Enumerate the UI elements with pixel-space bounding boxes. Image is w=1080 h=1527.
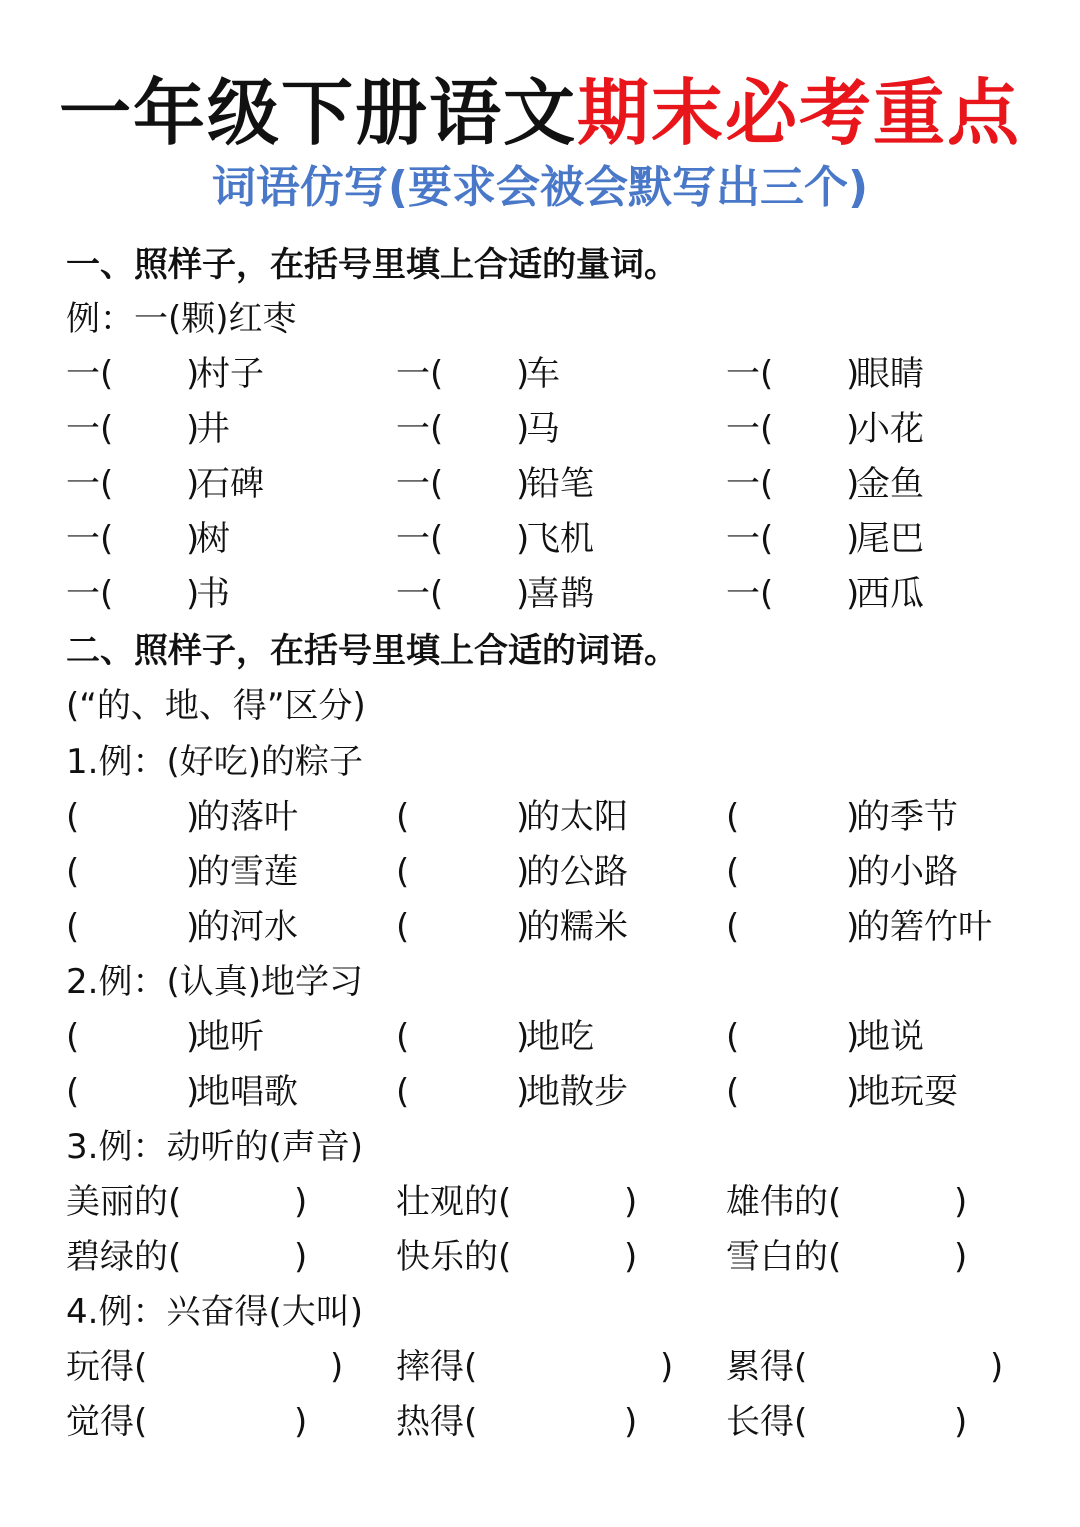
close-paren: )	[516, 574, 530, 614]
item-word: 快乐的(	[396, 1237, 512, 1277]
open-paren: 一(	[726, 354, 774, 394]
item-word: 地唱歌	[196, 1072, 298, 1112]
table-row	[66, 1012, 1066, 1062]
open-paren: (	[396, 797, 410, 837]
close-paren: )	[846, 519, 860, 559]
item-word: 树	[196, 519, 230, 559]
open-paren: (	[396, 907, 410, 947]
title-black: 一年级下册语文	[58, 71, 577, 155]
section1-heading: 一、照样子，在括号里填上合适的量词。	[66, 245, 678, 285]
item-word: 的太阳	[526, 797, 628, 837]
close-paren: )	[186, 907, 200, 947]
item-word: 碧绿的(	[66, 1237, 182, 1277]
item-word: 眼睛	[856, 354, 924, 394]
open-paren: 一(	[66, 409, 114, 449]
open-paren: (	[726, 797, 740, 837]
close-paren: )	[660, 1347, 674, 1387]
item-word: 地玩耍	[856, 1072, 958, 1112]
table-row	[66, 1397, 1066, 1447]
close-paren: )	[516, 1017, 530, 1057]
item-word: 金鱼	[856, 464, 924, 504]
item-word: 井	[196, 409, 230, 449]
open-paren: (	[726, 1017, 740, 1057]
item-word: 摔得(	[396, 1347, 478, 1387]
item-word: 小花	[856, 409, 924, 449]
open-paren: 一(	[396, 354, 444, 394]
close-paren: )	[186, 574, 200, 614]
close-paren: )	[186, 519, 200, 559]
item-word: 喜鹊	[526, 574, 594, 614]
item-word: 的雪莲	[196, 852, 298, 892]
close-paren: )	[186, 409, 200, 449]
close-paren: )	[954, 1182, 968, 1222]
close-paren: )	[954, 1402, 968, 1442]
close-paren: )	[186, 354, 200, 394]
open-paren: (	[66, 1072, 80, 1112]
item-word: 雄伟的(	[726, 1182, 842, 1222]
page-title	[0, 68, 1080, 158]
section1-example: 例：一(颗)红枣	[66, 299, 297, 339]
close-paren: )	[846, 409, 860, 449]
item-word: 美丽的(	[66, 1182, 182, 1222]
open-paren: 一(	[66, 574, 114, 614]
close-paren: )	[294, 1237, 308, 1277]
table-row	[66, 349, 1066, 399]
open-paren: (	[726, 852, 740, 892]
item-word: 西瓜	[856, 574, 924, 614]
table-row	[66, 1067, 1066, 1117]
close-paren: )	[186, 797, 200, 837]
close-paren: )	[516, 1072, 530, 1112]
table-row	[66, 792, 1066, 842]
part1-example: 1.例：(好吃)的粽子	[66, 742, 363, 782]
close-paren: )	[624, 1402, 638, 1442]
close-paren: )	[846, 574, 860, 614]
close-paren: )	[294, 1402, 308, 1442]
section2-heading: 二、照样子，在括号里填上合适的词语。	[66, 631, 678, 671]
part3-example: 3.例：动听的(声音)	[66, 1127, 363, 1167]
close-paren: )	[186, 464, 200, 504]
open-paren: (	[726, 907, 740, 947]
table-row	[66, 514, 1066, 564]
item-word: 尾巴	[856, 519, 924, 559]
item-word: 累得(	[726, 1347, 808, 1387]
item-word: 玩得(	[66, 1347, 148, 1387]
item-word: 地吃	[526, 1017, 594, 1057]
item-word: 地听	[196, 1017, 264, 1057]
close-paren: )	[624, 1182, 638, 1222]
open-paren: 一(	[396, 519, 444, 559]
item-word: 石碑	[196, 464, 264, 504]
item-word: 的箬竹叶	[856, 907, 992, 947]
open-paren: (	[396, 1072, 410, 1112]
open-paren: 一(	[726, 574, 774, 614]
page-subtitle: 词语仿写(要求会被会默写出三个)	[211, 162, 869, 213]
title-red: 期末必考重点	[577, 71, 1022, 155]
close-paren: )	[516, 464, 530, 504]
item-word: 车	[526, 354, 560, 394]
table-row	[66, 902, 1066, 952]
close-paren: )	[516, 907, 530, 947]
item-word: 的季节	[856, 797, 958, 837]
open-paren: (	[396, 852, 410, 892]
table-row	[66, 1342, 1066, 1392]
section2-note: (“的、地、得”区分)	[66, 686, 366, 726]
open-paren: 一(	[726, 519, 774, 559]
close-paren: )	[516, 519, 530, 559]
item-word: 地说	[856, 1017, 924, 1057]
table-row	[66, 847, 1066, 897]
open-paren: 一(	[726, 409, 774, 449]
open-paren: (	[66, 852, 80, 892]
open-paren: (	[396, 1017, 410, 1057]
close-paren: )	[294, 1182, 308, 1222]
item-word: 的落叶	[196, 797, 298, 837]
item-word: 书	[196, 574, 230, 614]
part2-example: 2.例：(认真)地学习	[66, 962, 363, 1002]
item-word: 的公路	[526, 852, 628, 892]
close-paren: )	[186, 1017, 200, 1057]
table-row	[66, 1232, 1066, 1282]
close-paren: )	[846, 464, 860, 504]
close-paren: )	[846, 354, 860, 394]
item-word: 的糯米	[526, 907, 628, 947]
close-paren: )	[186, 852, 200, 892]
close-paren: )	[846, 852, 860, 892]
close-paren: )	[516, 797, 530, 837]
open-paren: (	[66, 1017, 80, 1057]
open-paren: 一(	[396, 409, 444, 449]
open-paren: 一(	[66, 354, 114, 394]
table-row	[66, 1177, 1066, 1227]
close-paren: )	[624, 1237, 638, 1277]
open-paren: (	[66, 907, 80, 947]
item-word: 的河水	[196, 907, 298, 947]
item-word: 长得(	[726, 1402, 808, 1442]
table-row	[66, 459, 1066, 509]
open-paren: 一(	[396, 464, 444, 504]
table-row	[66, 404, 1066, 454]
close-paren: )	[846, 1072, 860, 1112]
close-paren: )	[846, 1017, 860, 1057]
open-paren: 一(	[66, 519, 114, 559]
item-word: 热得(	[396, 1402, 478, 1442]
item-word: 雪白的(	[726, 1237, 842, 1277]
close-paren: )	[846, 797, 860, 837]
close-paren: )	[516, 409, 530, 449]
item-word: 觉得(	[66, 1402, 148, 1442]
close-paren: )	[516, 852, 530, 892]
item-word: 铅笔	[526, 464, 594, 504]
close-paren: )	[990, 1347, 1004, 1387]
item-word: 地散步	[526, 1072, 628, 1112]
item-word: 壮观的(	[396, 1182, 512, 1222]
open-paren: 一(	[66, 464, 114, 504]
close-paren: )	[516, 354, 530, 394]
item-word: 村子	[196, 354, 264, 394]
item-word: 的小路	[856, 852, 958, 892]
close-paren: )	[954, 1237, 968, 1277]
close-paren: )	[846, 907, 860, 947]
item-word: 飞机	[526, 519, 594, 559]
open-paren: 一(	[726, 464, 774, 504]
open-paren: (	[726, 1072, 740, 1112]
table-row	[66, 569, 1066, 619]
open-paren: 一(	[396, 574, 444, 614]
close-paren: )	[186, 1072, 200, 1112]
close-paren: )	[330, 1347, 344, 1387]
part4-example: 4.例：兴奋得(大叫)	[66, 1292, 363, 1332]
item-word: 马	[526, 409, 560, 449]
open-paren: (	[66, 797, 80, 837]
